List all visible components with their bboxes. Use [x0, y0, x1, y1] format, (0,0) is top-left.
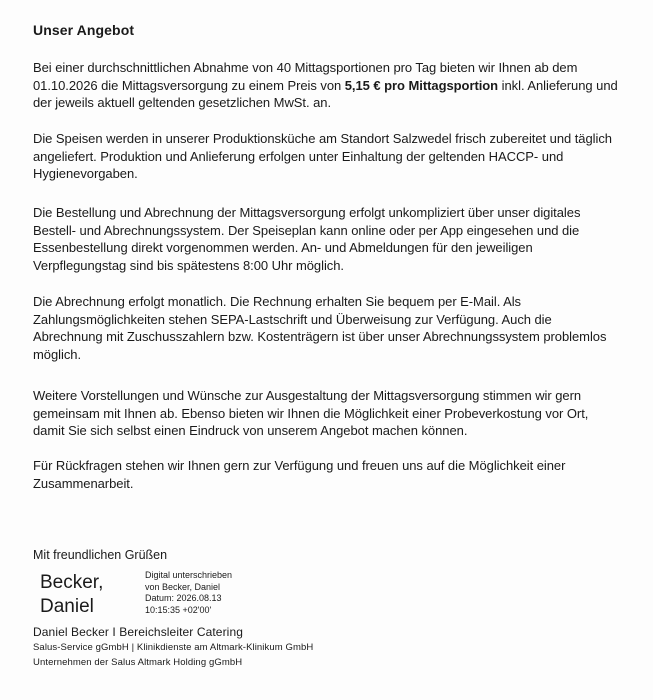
signer-title: Daniel Becker I Bereichsleiter Catering [33, 625, 243, 639]
signature-date: Datum: 2026.08.13 [145, 593, 222, 603]
signature-firstname: Daniel [40, 596, 94, 617]
digital-signature-details [145, 570, 295, 616]
signature-time: 10:15:35 +02'00' [145, 604, 212, 615]
production-paragraph: Die Speisen werden in unserer Produktionsküche am Standort Salzwedel frisch zubereitet und täglich angeliefert. Produktion und Anlieferung erfolgen unter Einhaltung der geltenden HACCP- und Hygienevorgaben. [33, 131, 612, 181]
closing-greeting: Mit freundlichen Grüßen [33, 548, 168, 562]
offer-paragraph [33, 59, 623, 112]
signature-name [40, 571, 130, 619]
signature-meta-line: Digital unterschrieben [145, 570, 233, 580]
section-heading: Unser Angebot [33, 22, 135, 38]
company-line: Salus-Service gGmbH | Klinikdienste am Altmark-Klinikum GmbH [33, 642, 314, 653]
contact-paragraph: Für Rückfragen stehen wir Ihnen gern zur Verfügung und freuen uns auf die Möglichkeit einer Zusammenarbeit. [33, 458, 566, 491]
billing-paragraph: Die Abrechnung erfolgt monatlich. Die Rechnung erhalten Sie bequem per E-Mail. Als Zahlungsmöglichkeiten stehen SEPA-Lastschrift und Überweisung zur Verfügung. Auch die Abrechnung mit Zuschusszahlern bzw. Kostenträgern ist über unser Abrechnungssystem problemlos möglich. [33, 294, 607, 362]
offer-text-end: inkl. Anlieferung und der jeweils aktuell geltenden gesetzlichen MwSt. an. [33, 77, 618, 110]
ordering-paragraph: Die Bestellung und Abrechnung der Mittagsversorgung erfolgt unkompliziert über unser digitales Bestell- und Abrechnungssystem. Der Speiseplan kann online oder per App eingesehen und die Essenbestellung direkt vorgenommen werden. An- und Abmeldungen für den jeweiligen Verpflegungstag sind bis spätestens 8:00 Uhr möglich. [33, 205, 581, 273]
wishes-paragraph: Weitere Vorstellungen und Wünsche zur Ausgestaltung der Mittagsversorgung stimmen wir gern gemeinsam mit Ihnen ab. Ebenso bieten wir Ihnen die Möglichkeit einer Probeverkostung vor Ort, damit Sie sich selbst einen Eindruck von unserem Angebot machen können. [33, 388, 589, 438]
company-holding-line: Unternehmen der Salus Altmark Holding gGmbH [33, 657, 243, 668]
offer-text-start: Bei einer durchschnittlichen Abnahme von 40 Mittagsportionen pro Tag bieten wir Ihnen ab dem 01.10.2026 die Mittagsversorgung zu einem Preis von [33, 60, 578, 93]
signature-meta-line: von Becker, Daniel [145, 581, 221, 592]
signature-surname: Becker, [40, 572, 104, 593]
offer-price: 5,15 € pro Mittagsportion [344, 77, 499, 93]
